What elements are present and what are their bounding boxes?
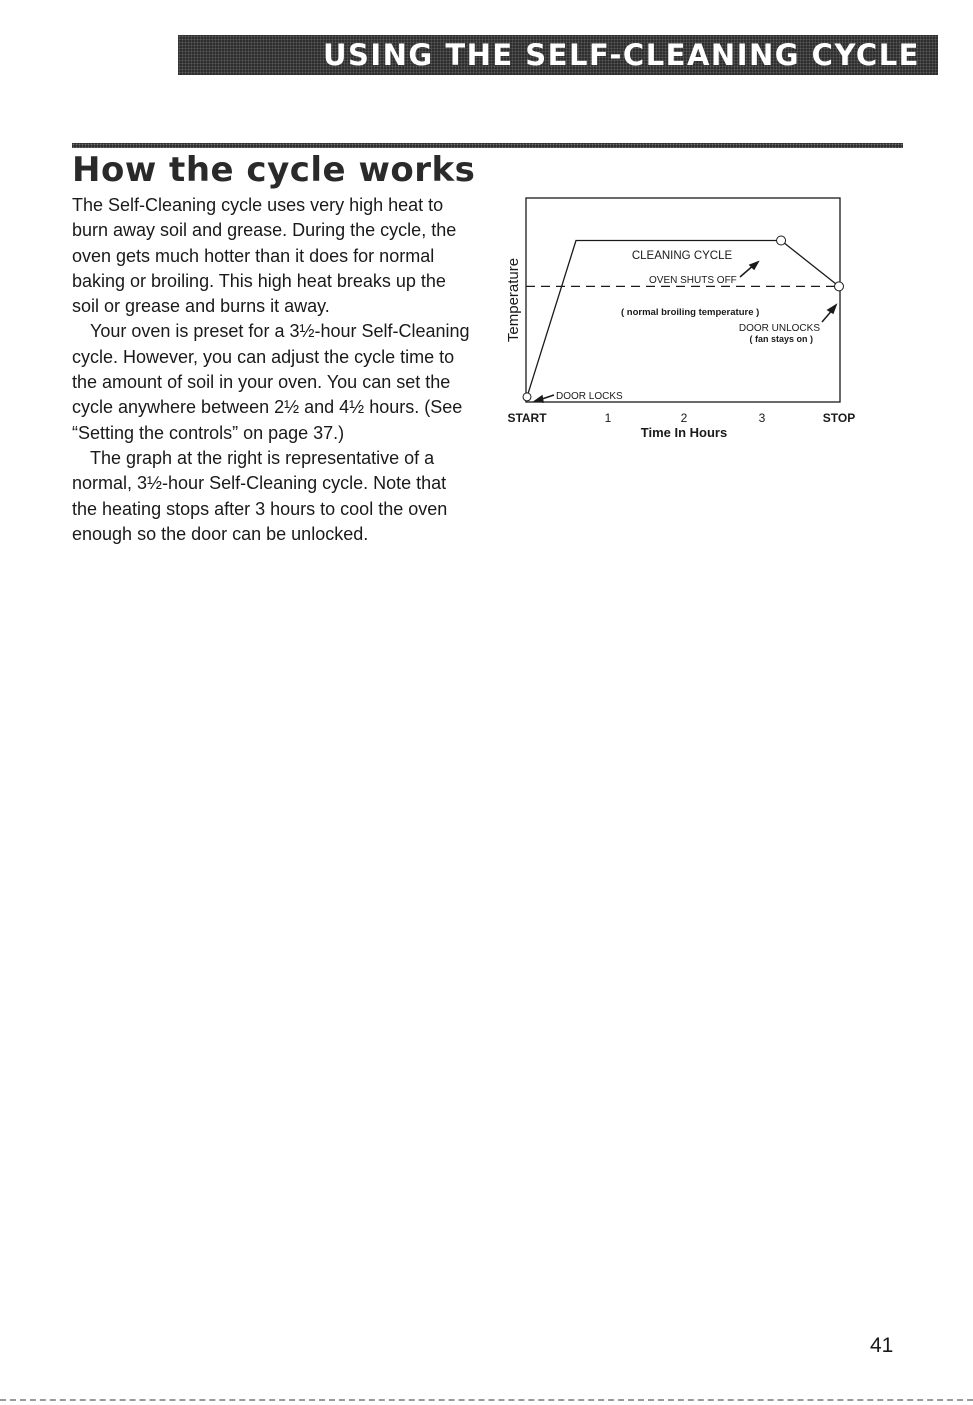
door-unlocks-marker xyxy=(835,282,844,291)
section-banner xyxy=(178,35,938,75)
section-title: How the cycle works xyxy=(72,150,476,190)
door-locks-marker xyxy=(523,393,531,401)
temperature-series-line xyxy=(527,241,839,397)
chart-frame xyxy=(526,198,840,402)
cleaning-cycle-label: CLEANING CYCLE xyxy=(631,250,733,262)
paragraph-1: The Self-Cleaning cycle uses very high heat to burn away soil and grease. During the cycle, the oven gets much hotter than it does for normal baking or broiling. This high heat breaks up the soil or grease and burns it away. xyxy=(72,195,457,317)
oven-shuts-off-label: OVEN SHUTS OFF xyxy=(649,275,737,286)
x-tick-3: 3 xyxy=(758,411,766,425)
paragraph-3: The graph at the right is representative of a normal, 3½-hour Self-Cleaning cycle. Note that the heating stops after 3 hours to cool the oven enough so the door can be unlocked. xyxy=(72,447,448,544)
paragraph-2: Your oven is preset for a 3½-hour Self-Cleaning cycle. However, you can adjust the cycle time to the amount of soil in your oven. You can set the cycle anywhere between 2½ and 4½ hours. (See “Setting the controls” on page 37.) xyxy=(72,321,470,443)
body-text xyxy=(72,193,472,547)
banner-title: USING THE SELF-CLEANING CYCLE xyxy=(322,38,920,72)
oven-shuts-off-marker xyxy=(777,236,786,245)
self-clean-cycle-chart xyxy=(500,192,870,447)
fan-stays-on-label: ( fan stays on ) xyxy=(749,334,813,344)
page-number: 41 xyxy=(870,1334,894,1357)
x-tick-start: START xyxy=(507,411,547,425)
x-axis-label: Time In Hours xyxy=(640,425,728,440)
x-tick-1: 1 xyxy=(604,411,612,425)
x-tick-stop: STOP xyxy=(822,411,856,425)
broiling-temperature-label: ( normal broiling temperature ) xyxy=(621,307,760,318)
door-locks-label: DOOR LOCKS xyxy=(556,391,623,402)
title-rule xyxy=(72,143,903,148)
y-axis-label: Temperature xyxy=(505,257,522,343)
x-tick-2: 2 xyxy=(680,411,688,425)
door-unlocks-label: DOOR UNLOCKS xyxy=(738,323,820,334)
footer-border xyxy=(0,1399,973,1401)
